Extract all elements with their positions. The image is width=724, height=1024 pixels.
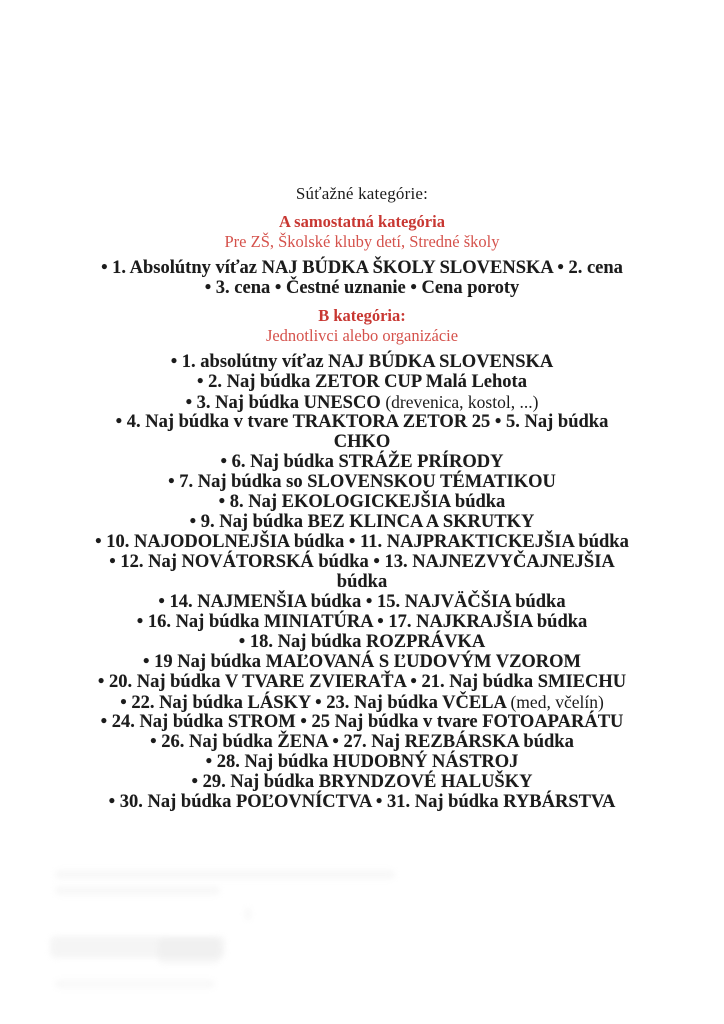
category-line	[0, 712, 724, 732]
category-line	[0, 732, 724, 752]
category-line-segment: • 6. Naj búdka STRÁŽE PRÍRODY	[220, 452, 504, 472]
category-line-segment: CHKO	[333, 432, 391, 452]
category-line-segment: • 12. Naj NOVÁTORSKÁ búdka • 13. NAJNEZVYČAJNEJŠIA	[109, 552, 615, 572]
category-line	[0, 552, 724, 572]
category-line	[0, 792, 724, 812]
category-line-segment: (drevenica, kostol, ...)	[385, 392, 539, 412]
category-line	[0, 652, 724, 672]
scan-smudge	[245, 908, 251, 920]
category-line-segment: • 2. Naj búdka ZETOR CUP Malá Lehota	[197, 372, 527, 392]
category-line	[0, 412, 724, 432]
category-line-segment: • 30. Naj búdka POĽOVNÍCTVA • 31. Naj búdka RYBÁRSTVA	[108, 792, 616, 812]
section-b	[0, 306, 724, 812]
category-line	[0, 512, 724, 532]
category-line	[0, 372, 724, 392]
category-line	[0, 672, 724, 692]
scan-smudge	[55, 886, 220, 895]
category-line	[0, 352, 724, 372]
category-line-segment: • 18. Naj búdka ROZPRÁVKA	[238, 632, 486, 652]
section-a	[0, 212, 724, 298]
category-line	[0, 572, 724, 592]
category-line-segment: • 20. Naj búdka V TVARE ZVIERAŤA • 21. Naj búdka SMIECHU	[97, 672, 627, 692]
category-line-segment: • 26. Naj búdka ŽENA • 27. Naj REZBÁRSKA búdka	[150, 732, 574, 752]
category-line-segment: • 22. Naj búdka LÁSKY • 23. Naj búdka VČELA	[120, 693, 511, 713]
category-line-segment: • 4. Naj búdka v tvare TRAKTORA ZETOR 25 • 5. Naj búdka	[115, 412, 609, 432]
category-line	[0, 278, 724, 298]
category-line-segment: • 28. Naj búdka HUDOBNÝ NÁSTROJ	[205, 752, 519, 772]
category-line	[0, 772, 724, 792]
section-a-subtitle: Pre ZŠ, Školské kluby detí, Stredné školy	[224, 232, 500, 251]
category-line	[0, 532, 724, 552]
section-b-subtitle: Jednotlivci alebo organizácie	[265, 326, 459, 345]
category-line-segment: • 14. NAJMENŠIA búdka • 15. NAJVÄČŠIA búdka	[158, 592, 566, 612]
category-line-segment: • 16. Naj búdka MINIATÚRA • 17. NAJKRAJŠIA búdka	[136, 612, 588, 632]
category-line-segment: • 29. Naj búdka BRYNDZOVÉ HALUŠKY	[191, 772, 533, 792]
category-line	[0, 432, 724, 452]
category-line-segment: búdka	[336, 572, 388, 592]
category-line	[0, 592, 724, 612]
scan-smudge	[55, 870, 395, 879]
category-line	[0, 492, 724, 512]
category-line-segment: • 19 Naj búdka MAĽOVANÁ S ĽUDOVÝM VZOROM	[142, 652, 582, 672]
category-line-segment: • 7. Naj búdka so SLOVENSKOU TÉMATIKOU	[168, 472, 556, 492]
category-line-segment: • 24. Naj búdka STROM • 25 Naj búdka v tvare FOTOAPARÁTU	[100, 712, 624, 732]
category-line-segment: • 8. Naj EKOLOGICKEJŠIA búdka	[218, 492, 506, 512]
category-line	[0, 752, 724, 772]
category-line	[0, 392, 724, 412]
section-a-lines	[0, 258, 724, 298]
category-line-segment: • 1. Absolútny víťaz NAJ BÚDKA ŠKOLY SLOVENSKA • 2. cena	[101, 258, 623, 278]
category-line-segment: • 9. Naj búdka BEZ KLINCA A SKRUTKY	[189, 512, 535, 532]
category-line-segment: • 3. Naj búdka UNESCO	[185, 393, 386, 413]
category-line-segment: (med, včelín)	[510, 692, 604, 712]
section-a-heading: A samostatná kategória	[279, 212, 445, 231]
category-line-segment: • 3. cena • Čestné uznanie • Cena poroty	[204, 278, 520, 298]
category-line	[0, 258, 724, 278]
category-line	[0, 692, 724, 712]
scan-smudge	[158, 938, 220, 964]
scan-smudge	[55, 980, 215, 988]
category-line-segment: • 10. NAJODOLNEJŠIA búdka • 11. NAJPRAKTICKEJŠIA búdka	[95, 532, 629, 552]
category-line	[0, 612, 724, 632]
page-title: Súťažné kategórie:	[295, 184, 429, 203]
category-line	[0, 472, 724, 492]
category-line	[0, 452, 724, 472]
category-line-segment: • 1. absolútny víťaz NAJ BÚDKA SLOVENSKA	[170, 352, 554, 372]
section-b-heading: B kategória:	[318, 306, 406, 325]
section-b-lines	[0, 352, 724, 812]
category-line	[0, 632, 724, 652]
